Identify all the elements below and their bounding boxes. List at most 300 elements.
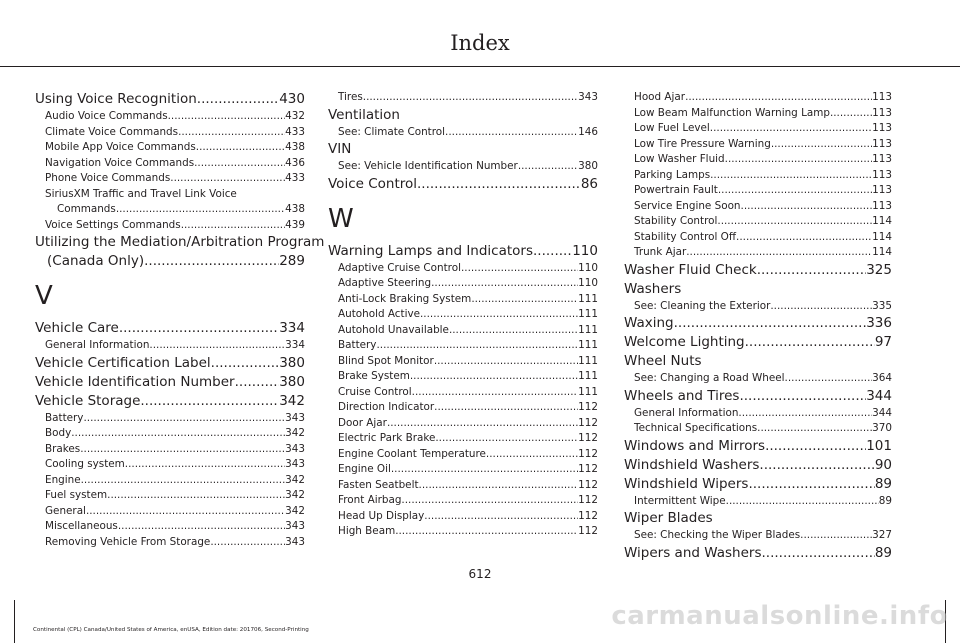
- dot-leader: [739, 387, 866, 406]
- entry-page-number: 110: [578, 277, 598, 289]
- index-subentry: [624, 90, 892, 106]
- entry-term: Fuel system: [45, 489, 108, 501]
- index-subentry: [35, 519, 305, 535]
- entry-page-number: 430: [279, 91, 305, 107]
- entry-page-number: 113: [872, 122, 892, 134]
- dot-leader: [757, 421, 872, 437]
- dot-leader: [118, 519, 285, 535]
- index-entry: [35, 319, 305, 338]
- entry-term: Voice Control: [328, 175, 418, 192]
- entry-page-number: 113: [872, 106, 892, 119]
- entry-term: Hood Ajar: [634, 91, 686, 103]
- index-entry: [35, 90, 305, 109]
- entry-term: Welcome Lighting: [624, 334, 745, 350]
- index-heading: Wheel Nuts: [624, 353, 702, 369]
- entry-term: Low Beam Malfunction Warning Lamp: [634, 106, 830, 119]
- entry-page-number: 111: [578, 354, 598, 367]
- entry-page-number: 335: [872, 299, 892, 312]
- entry-term: Windshield Wipers: [624, 475, 749, 492]
- dot-leader: [674, 314, 867, 333]
- dot-leader: [486, 447, 578, 463]
- index-subentry: [328, 524, 598, 540]
- entry-page-number: 110: [572, 242, 598, 259]
- index-entry: [624, 314, 892, 333]
- entry-page-number: 433: [285, 125, 305, 138]
- entry-term: Door Ajar: [338, 416, 387, 429]
- entry-term: Body: [45, 427, 72, 439]
- entry-page-number: 343: [285, 535, 305, 548]
- entry-page-number: 439: [285, 218, 305, 231]
- dot-leader: [717, 214, 872, 230]
- index-subentry: [35, 156, 305, 172]
- index-column-1: [35, 90, 325, 550]
- entry-term: Stability Control Off: [634, 230, 737, 243]
- dot-leader: [741, 199, 873, 215]
- index-subentry: [624, 371, 892, 387]
- dot-leader: [211, 354, 280, 373]
- index-entry: [624, 437, 892, 456]
- index-subentry: [328, 323, 598, 339]
- dot-leader: [518, 159, 578, 175]
- dot-leader: [181, 218, 285, 234]
- entry-term: See: Checking the Wiper Blades: [634, 529, 801, 541]
- entry-page-number: 344: [866, 387, 892, 404]
- entry-page-number: 436: [285, 156, 305, 169]
- dot-leader: [116, 202, 285, 218]
- index-subentry: [328, 125, 598, 141]
- entry-term: Using Voice Recognition: [35, 91, 197, 107]
- entry-page-number: 112: [578, 432, 598, 444]
- entry-term: Intermittent Wipe: [634, 494, 726, 507]
- entry-page-number: 89: [874, 544, 892, 561]
- dot-leader: [86, 504, 285, 520]
- dot-leader: [757, 261, 867, 280]
- entry-term-continued: Commands: [57, 203, 116, 215]
- entry-term: General Information: [634, 406, 739, 419]
- entry-term: Mobile App Voice Commands: [45, 141, 196, 153]
- index-subentry: [328, 90, 598, 106]
- index-subentry: [624, 406, 892, 422]
- dot-leader: [745, 333, 875, 352]
- entry-page-number: 432: [285, 110, 305, 122]
- index-entry: [624, 333, 892, 352]
- entry-term: General: [45, 504, 86, 517]
- entry-term: SiriusXM Traffic and Travel Link Voice: [45, 187, 237, 200]
- dot-leader: [710, 168, 872, 184]
- entry-term: Tires: [338, 91, 363, 103]
- dot-leader: [725, 152, 873, 168]
- entry-term: Low Washer Fluid: [634, 153, 725, 165]
- entry-term: See: Vehicle Identification Number: [338, 160, 518, 172]
- entry-term: Trunk Ajar: [634, 246, 687, 258]
- entry-term: Head Up Display: [338, 509, 425, 522]
- dot-leader: [194, 156, 285, 172]
- entry-term: Utilizing the Mediation/Arbitration Program: [35, 234, 325, 250]
- entry-page-number: 113: [872, 137, 892, 150]
- page-number: 612: [468, 567, 492, 581]
- entry-page-number: 343: [285, 520, 305, 532]
- entry-page-number: 342: [279, 392, 305, 409]
- index-subentry: [35, 109, 305, 125]
- entry-page-number: 112: [578, 447, 598, 460]
- entry-page-number: 370: [872, 422, 892, 434]
- entry-term: Engine Oil: [338, 463, 391, 475]
- entry-page-number: 342: [285, 427, 305, 439]
- entry-page-number: 336: [866, 315, 892, 331]
- index-subentry: [35, 426, 305, 442]
- dot-leader: [424, 509, 578, 525]
- index-subentry: [624, 168, 892, 184]
- entry-page-number: 111: [578, 292, 598, 305]
- index-subentry: [35, 457, 305, 473]
- entry-page-number: 327: [872, 529, 892, 541]
- entry-term: Brake System: [338, 370, 410, 382]
- entry-page-number: 380: [578, 160, 598, 172]
- entry-page-number: 364: [872, 372, 892, 384]
- index-subentry: [328, 478, 598, 494]
- entry-page-number: 114: [872, 230, 892, 243]
- dot-leader: [149, 338, 285, 354]
- dot-leader: [685, 90, 872, 106]
- index-subentry: [624, 245, 892, 261]
- index-subentry: [328, 462, 598, 478]
- page-title: Index: [450, 31, 510, 55]
- entry-term-continued: (Canada Only): [47, 253, 145, 269]
- entry-term: Anti-Lock Braking System: [338, 292, 472, 305]
- entry-page-number: 89: [874, 475, 892, 492]
- index-heading: VIN: [328, 141, 352, 157]
- dot-leader: [107, 488, 285, 504]
- dot-leader: [168, 109, 286, 125]
- entry-page-number: 113: [872, 153, 892, 165]
- entry-term: Adaptive Steering: [338, 277, 432, 289]
- entry-page-number: 112: [578, 525, 598, 537]
- entry-term: Autohold Unavailable: [338, 323, 449, 336]
- dot-leader: [71, 426, 285, 442]
- dot-leader: [434, 400, 578, 416]
- dot-leader: [210, 535, 285, 551]
- entry-page-number: 89: [878, 494, 892, 507]
- entry-page-number: 343: [285, 458, 305, 470]
- dot-leader: [736, 230, 872, 246]
- entry-term: Miscellaneous: [45, 520, 118, 532]
- entry-term: See: Changing a Road Wheel: [634, 372, 785, 384]
- index-subentry: [35, 504, 305, 520]
- index-entry: [328, 175, 598, 194]
- dot-leader: [412, 385, 578, 401]
- dot-leader: [710, 121, 872, 137]
- entry-page-number: 438: [285, 141, 305, 153]
- entry-continuation: [35, 252, 305, 271]
- index-subentry: [328, 493, 598, 509]
- index-subentry: [624, 494, 892, 510]
- entry-page-number: 343: [285, 442, 305, 455]
- index-subentry: [328, 385, 598, 401]
- entry-page-number: 112: [578, 494, 598, 506]
- entry-term: Phone Voice Commands: [45, 172, 171, 184]
- dot-leader: [417, 175, 581, 194]
- entry-page-number: 112: [578, 463, 598, 475]
- dot-leader: [170, 171, 285, 187]
- dot-leader: [178, 125, 285, 141]
- dot-leader: [435, 431, 578, 447]
- dot-leader: [830, 106, 872, 122]
- index-heading: Ventilation: [328, 106, 400, 123]
- entry-page-number: 114: [872, 246, 892, 258]
- index-entry: [624, 475, 892, 494]
- dot-leader: [83, 411, 285, 427]
- index-subentry: [328, 307, 598, 323]
- index-column-2: [328, 90, 598, 540]
- index-entry: [624, 261, 892, 280]
- watermark-logo: carmanualsonline.info: [611, 601, 948, 631]
- entry-term: Low Fuel Level: [634, 122, 710, 134]
- index-subentry: [328, 354, 598, 370]
- entry-page-number: 86: [580, 175, 598, 192]
- entry-term: See: Cleaning the Exterior: [634, 299, 771, 312]
- dot-leader: [770, 299, 872, 315]
- index-subentry: [328, 292, 598, 308]
- dot-leader: [461, 261, 578, 277]
- entry-page-number: 342: [285, 504, 305, 517]
- entry-page-number: 111: [578, 323, 598, 336]
- index-subentry: [624, 528, 892, 544]
- index-subentry: [624, 121, 892, 137]
- index-subentry: [328, 276, 598, 292]
- entry-term: Electric Park Brake: [338, 432, 436, 444]
- entry-page-number: 112: [578, 509, 598, 522]
- entry-term: Warning Lamps and Indicators: [328, 242, 534, 259]
- dot-leader: [125, 457, 285, 473]
- entry-term: Powertrain Fault: [634, 184, 718, 196]
- entry-term: Wipers and Washers: [624, 544, 762, 561]
- dot-leader: [420, 307, 578, 323]
- index-subentry: [35, 171, 305, 187]
- entry-term: Battery: [45, 411, 84, 424]
- index-subentry: [624, 199, 892, 215]
- dot-leader: [401, 493, 578, 509]
- index-entry: [35, 354, 305, 373]
- entry-term: Waxing: [624, 315, 674, 331]
- dot-leader: [800, 528, 872, 544]
- index-subentry: [35, 488, 305, 504]
- entry-term: Vehicle Care: [35, 320, 119, 336]
- dot-leader: [80, 442, 285, 458]
- header-divider: [0, 66, 960, 67]
- dot-leader: [686, 245, 872, 261]
- index-entry: [35, 233, 325, 271]
- index-subentry: [624, 421, 892, 437]
- index-subentry: [35, 140, 305, 156]
- index-subentry: [624, 183, 892, 199]
- entry-term: Technical Specifications: [634, 422, 758, 434]
- entry-page-number: 113: [872, 199, 892, 212]
- dot-leader: [748, 475, 874, 494]
- dot-leader: [391, 462, 578, 478]
- entry-page-number: 146: [578, 125, 598, 138]
- index-subentry: [35, 442, 305, 458]
- index-heading: Washers: [624, 280, 682, 297]
- entry-term: See: Climate Control: [338, 125, 446, 138]
- dot-leader: [387, 416, 578, 432]
- dot-leader: [419, 478, 579, 494]
- dot-leader: [759, 456, 874, 475]
- index-subentry: [624, 152, 892, 168]
- index-entry: [35, 373, 305, 392]
- entry-page-number: 90: [874, 456, 892, 473]
- entry-term: Cruise Control: [338, 385, 412, 398]
- entry-page-number: 111: [578, 308, 598, 320]
- index-subentry: [328, 261, 598, 277]
- dot-leader: [196, 140, 285, 156]
- entry-term: Stability Control: [634, 215, 718, 227]
- index-subentry: [328, 338, 598, 354]
- dot-leader: [533, 242, 572, 261]
- entry-term: Cooling system: [45, 458, 125, 470]
- entry-term: Windows and Mirrors: [624, 437, 766, 454]
- entry-term: Vehicle Storage: [35, 392, 141, 409]
- entry-page-number: 112: [578, 416, 598, 429]
- entry-term: Removing Vehicle From Storage: [45, 535, 211, 548]
- entry-term: High Beam: [338, 525, 396, 537]
- index-subentry: [624, 106, 892, 122]
- entry-term: Voice Settings Commands: [45, 218, 181, 231]
- entry-page-number: 114: [872, 215, 892, 227]
- entry-page-number: 433: [285, 172, 305, 184]
- entry-page-number: 334: [285, 339, 305, 351]
- entry-page-number: 380: [279, 373, 305, 390]
- entry-term: Washer Fluid Check: [624, 261, 757, 278]
- entry-term: Parking Lamps: [634, 168, 711, 181]
- index-subentry: [328, 416, 598, 432]
- entry-page-number: 110: [578, 261, 598, 274]
- entry-page-number: 113: [872, 168, 892, 181]
- index-subentry: [35, 338, 305, 354]
- dot-leader: [119, 319, 279, 338]
- dot-leader: [395, 524, 578, 540]
- entry-term: Battery: [338, 339, 377, 351]
- entry-term: Adaptive Cruise Control: [338, 261, 461, 274]
- index-entry: [624, 456, 892, 475]
- dot-leader: [785, 371, 873, 387]
- entry-page-number: 111: [578, 385, 598, 398]
- index-subentry: [328, 159, 598, 175]
- index-subentry: [328, 447, 598, 463]
- dot-leader: [445, 125, 578, 141]
- entry-page-number: 343: [578, 91, 598, 103]
- entry-term: Service Engine Soon: [634, 199, 741, 212]
- index-entry: [624, 387, 892, 406]
- index-subentry: [328, 400, 598, 416]
- entry-term: Vehicle Identification Number: [35, 373, 235, 390]
- dot-leader: [718, 183, 872, 199]
- entry-page-number: 111: [578, 370, 598, 382]
- index-subentry: [624, 299, 892, 315]
- entry-term: Low Tire Pressure Warning: [634, 137, 771, 150]
- index-subentry: [624, 137, 892, 153]
- dot-leader: [140, 392, 279, 411]
- entry-term: Fasten Seatbelt: [338, 478, 419, 491]
- crop-mark-left: [0, 600, 15, 643]
- dot-leader: [471, 292, 578, 308]
- dot-leader: [431, 276, 578, 292]
- entry-term: Wheels and Tires: [624, 387, 740, 404]
- index-subentry: [624, 230, 892, 246]
- entry-page-number: 343: [285, 411, 305, 424]
- entry-term: Climate Voice Commands: [45, 125, 179, 138]
- index-subentry: [328, 431, 598, 447]
- entry-term: Vehicle Certification Label: [35, 354, 211, 371]
- entry-term: General Information: [45, 339, 150, 351]
- index-subentry: [35, 218, 305, 234]
- entry-page-number: 334: [279, 320, 305, 336]
- index-subentry: [624, 214, 892, 230]
- entry-term: Engine Coolant Temperature: [338, 447, 486, 460]
- entry-continuation: [35, 202, 305, 218]
- entry-page-number: 438: [285, 203, 305, 215]
- dot-leader: [235, 373, 280, 392]
- entry-page-number: 101: [866, 437, 892, 454]
- entry-page-number: 380: [279, 354, 305, 371]
- entry-term: Brakes: [45, 442, 81, 455]
- dot-leader: [765, 437, 866, 456]
- entry-page-number: 289: [279, 253, 305, 269]
- index-entry: [624, 544, 892, 563]
- entry-term: Autohold Active: [338, 308, 420, 320]
- entry-term: Windshield Washers: [624, 456, 760, 473]
- entry-term: Blind Spot Monitor: [338, 354, 434, 367]
- entry-term: Audio Voice Commands: [45, 110, 168, 122]
- entry-term: Engine: [45, 473, 81, 486]
- index-subentry: [328, 509, 598, 525]
- index-column-3: [624, 90, 892, 563]
- entry-page-number: 113: [872, 91, 892, 103]
- dot-leader: [363, 90, 578, 106]
- dot-leader: [771, 137, 872, 153]
- entry-term: Front Airbag: [338, 494, 402, 506]
- edition-footer: Continental (CPL) Canada/United States of America, enUSA, Edition date: 201706, Second-Printing: [33, 627, 309, 633]
- index-subentry: [35, 411, 305, 427]
- entry-term: Navigation Voice Commands: [45, 156, 195, 169]
- dot-leader: [81, 473, 286, 489]
- dot-leader: [410, 369, 578, 385]
- dot-leader: [144, 252, 279, 271]
- entry-page-number: 342: [285, 489, 305, 501]
- dot-leader: [197, 90, 279, 109]
- dot-leader: [738, 406, 872, 422]
- index-subentry: [35, 187, 305, 218]
- entry-page-number: 344: [872, 406, 892, 419]
- dot-leader: [449, 323, 578, 339]
- entry-page-number: 113: [872, 184, 892, 196]
- section-letter: V: [35, 281, 53, 311]
- section-letter: W: [328, 203, 354, 234]
- entry-page-number: 325: [866, 261, 892, 278]
- entry-page-number: 111: [578, 339, 598, 351]
- index-subentry: [328, 369, 598, 385]
- index-entry: [328, 242, 598, 261]
- index-subentry: [35, 125, 305, 141]
- index-subentry: [35, 535, 305, 551]
- dot-leader: [376, 338, 578, 354]
- entry-term: Direction Indicator: [338, 401, 435, 413]
- index-entry: [35, 392, 305, 411]
- entry-page-number: 112: [578, 401, 598, 413]
- entry-page-number: 342: [285, 473, 305, 486]
- dot-leader: [434, 354, 578, 370]
- index-subentry: [35, 473, 305, 489]
- entry-page-number: 97: [874, 334, 892, 350]
